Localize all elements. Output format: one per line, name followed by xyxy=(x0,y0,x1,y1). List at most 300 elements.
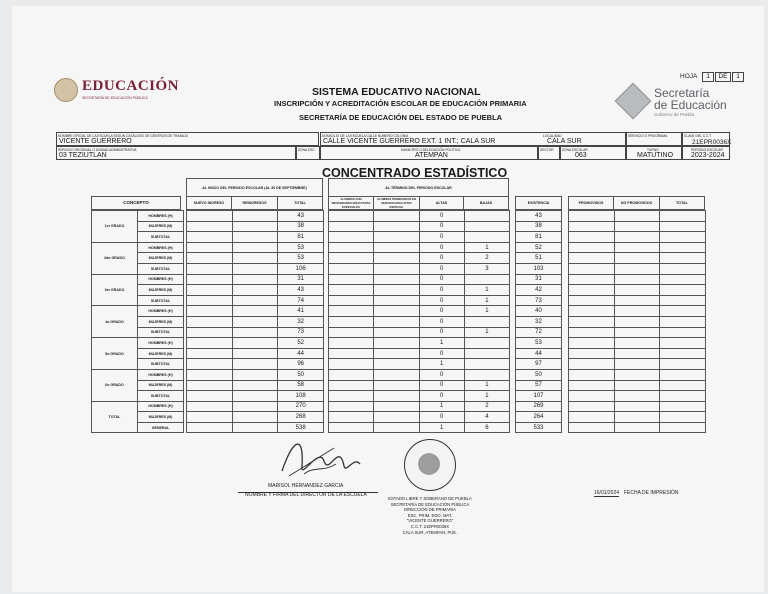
program-label: SERVICIO O PROGRAMA xyxy=(628,134,668,138)
table-row xyxy=(569,211,706,222)
empty-cell xyxy=(329,221,374,232)
header-existencia: EXISTENCIA xyxy=(515,196,562,210)
table-row xyxy=(92,274,184,285)
table-row xyxy=(569,274,706,285)
total-cell: 74 xyxy=(278,295,324,306)
empty-cell xyxy=(232,232,278,243)
bajas-cell xyxy=(464,221,509,232)
empty-cell xyxy=(374,232,419,243)
empty-cell xyxy=(187,422,233,433)
bajas-cell: 2 xyxy=(464,401,509,412)
municipio: ATEMPAN xyxy=(415,152,448,159)
table-row xyxy=(187,401,324,412)
seal-eagle-icon xyxy=(418,453,440,475)
header-promovidos: PROMOVIDOS xyxy=(568,196,614,210)
table-row xyxy=(569,348,706,359)
altas-cell: 0 xyxy=(419,263,464,274)
table-row xyxy=(516,391,562,402)
empty-cell xyxy=(614,295,660,306)
grade-label: 6o GRADO xyxy=(92,369,138,401)
grade-label: 1er GRADO xyxy=(92,211,138,243)
table-row xyxy=(516,412,562,423)
existencia-cell: 57 xyxy=(516,380,562,391)
header-total: TOTAL xyxy=(277,196,323,210)
empty-cell xyxy=(660,221,706,232)
altas-cell: 0 xyxy=(419,232,464,243)
table-row xyxy=(187,348,324,359)
row-label: MUJERES (M) xyxy=(138,316,184,327)
altas-cell: 0 xyxy=(419,380,464,391)
empty-cell xyxy=(232,242,278,253)
table-row xyxy=(569,295,706,306)
table-row xyxy=(569,401,706,412)
empty-cell xyxy=(232,369,278,380)
empty-cell xyxy=(614,211,660,222)
empty-cell xyxy=(374,348,419,359)
empty-cell xyxy=(232,263,278,274)
empty-cell xyxy=(660,338,706,349)
school-address-label: DOMICILIO DE LA ESCUELA CALLE NÚMERO COLONIA xyxy=(322,134,409,138)
sheet-total: 1 xyxy=(732,72,744,82)
table-row xyxy=(92,242,184,253)
table-row xyxy=(569,369,706,380)
empty-cell xyxy=(232,274,278,285)
table-row xyxy=(187,369,324,380)
altas-cell: 0 xyxy=(419,348,464,359)
report-title: CONCENTRADO ESTADÍSTICO xyxy=(322,166,508,180)
table-row xyxy=(329,327,510,338)
row-label: MUJERES (M) xyxy=(138,221,184,232)
empty-cell xyxy=(232,412,278,423)
bajas-cell: 4 xyxy=(464,412,509,423)
empty-cell xyxy=(187,295,233,306)
empty-cell xyxy=(614,369,660,380)
altas-cell: 0 xyxy=(419,253,464,264)
zona-escolar: 063 xyxy=(575,152,587,159)
empty-cell xyxy=(374,338,419,349)
periodo-box xyxy=(682,146,730,160)
stamp-line: "VICENTE GUERRERO" xyxy=(406,518,454,524)
table-row xyxy=(187,391,324,402)
cct-label: CLAVE DEL C.C.T xyxy=(684,134,712,138)
table-row xyxy=(329,316,510,327)
table-row xyxy=(187,211,324,222)
empty-cell xyxy=(329,369,374,380)
empty-cell xyxy=(569,327,615,338)
empty-cell xyxy=(232,348,278,359)
empty-cell xyxy=(187,316,233,327)
empty-cell xyxy=(569,369,615,380)
bajas-cell xyxy=(464,338,509,349)
header-altas: ALTAS xyxy=(419,196,464,210)
cct-box xyxy=(682,132,730,146)
table-row xyxy=(187,327,324,338)
bajas-cell xyxy=(464,274,509,285)
row-label: SUBTOTAL xyxy=(138,232,184,243)
empty-cell xyxy=(232,285,278,296)
empty-cell xyxy=(232,306,278,317)
row-label: SUBTOTAL xyxy=(138,263,184,274)
existencia-cell: 72 xyxy=(516,327,562,338)
empty-cell xyxy=(374,242,419,253)
table-row xyxy=(329,285,510,296)
empty-cell xyxy=(329,253,374,264)
table-row xyxy=(92,338,184,349)
empty-cell xyxy=(187,327,233,338)
existencia-cell: 107 xyxy=(516,391,562,402)
table-row xyxy=(569,242,706,253)
empty-cell xyxy=(569,253,615,264)
official-seal-icon xyxy=(404,439,456,491)
header-alumnos-especial: ALUMNOS PROMOVIDOS EN SERVICIO EDUCATIVO ESPECIAL xyxy=(373,196,420,210)
empty-cell xyxy=(187,401,233,412)
empty-cell xyxy=(614,274,660,285)
empty-cell xyxy=(329,263,374,274)
empty-cell xyxy=(374,369,419,380)
table-row xyxy=(329,253,510,264)
empty-cell xyxy=(614,232,660,243)
empty-cell xyxy=(187,391,233,402)
row-label: SUBTOTAL xyxy=(138,391,184,402)
row-label: HOMBRES (H) xyxy=(138,338,184,349)
existencia-cell: 97 xyxy=(516,359,562,370)
table-row xyxy=(187,338,324,349)
empty-cell xyxy=(374,211,419,222)
empty-cell xyxy=(569,338,615,349)
existencia-cell: 269 xyxy=(516,401,562,412)
school-name-box xyxy=(56,132,319,146)
table-row xyxy=(516,263,562,274)
altas-cell: 0 xyxy=(419,327,464,338)
total-cell: 43 xyxy=(278,211,324,222)
education-logo-subtext: SECRETARÍA DE EDUCACIÓN PÚBLICA xyxy=(82,96,148,100)
bajas-cell: 1 xyxy=(464,391,509,402)
table-row xyxy=(329,369,510,380)
empty-cell xyxy=(614,242,660,253)
empty-cell xyxy=(660,242,706,253)
empty-cell xyxy=(569,263,615,274)
table-row xyxy=(329,263,510,274)
existencia-cell: 44 xyxy=(516,348,562,359)
total-cell: 44 xyxy=(278,348,324,359)
empty-cell xyxy=(614,348,660,359)
stamp-line: ESTADO LIBRE Y SOBERANO DE PUEBLA xyxy=(388,496,472,501)
header-bajas: BAJAS xyxy=(463,196,509,210)
empty-cell xyxy=(569,242,615,253)
bajas-cell xyxy=(464,316,509,327)
empty-cell xyxy=(187,380,233,391)
table-row xyxy=(187,295,324,306)
table-row xyxy=(92,211,184,222)
table-row xyxy=(516,422,562,433)
sheet-number: 1 xyxy=(702,72,714,82)
empty-cell xyxy=(329,242,374,253)
total-cell: 43 xyxy=(278,285,324,296)
empty-cell xyxy=(187,285,233,296)
empty-cell xyxy=(374,306,419,317)
empty-cell xyxy=(329,306,374,317)
zona-box xyxy=(296,146,320,160)
empty-cell xyxy=(187,359,233,370)
empty-cell xyxy=(660,232,706,243)
empty-cell xyxy=(187,221,233,232)
table-row xyxy=(516,359,562,370)
region-box xyxy=(56,146,296,160)
empty-cell xyxy=(374,422,419,433)
existencia-cell: 533 xyxy=(516,422,562,433)
document-title: SISTEMA EDUCATIVO NACIONAL xyxy=(312,86,481,98)
table-row xyxy=(187,380,324,391)
table-row xyxy=(516,285,562,296)
empty-cell xyxy=(569,422,615,433)
empty-cell xyxy=(614,306,660,317)
table-row xyxy=(516,348,562,359)
empty-cell xyxy=(660,359,706,370)
stamp-line: SECRETARÍA DE EDUCACIÓN PÚBLICA xyxy=(390,501,470,507)
stamp-line: C.C.T. 21EPR0036X xyxy=(410,523,450,529)
empty-cell xyxy=(569,380,615,391)
table-existencia xyxy=(515,210,562,433)
table-row xyxy=(569,221,706,232)
empty-cell xyxy=(660,327,706,338)
empty-cell xyxy=(187,242,233,253)
altas-cell: 0 xyxy=(419,285,464,296)
empty-cell xyxy=(232,422,278,433)
empty-cell xyxy=(374,221,419,232)
row-label: GENERAL xyxy=(138,422,184,433)
table-row xyxy=(569,391,706,402)
turno-box xyxy=(626,146,682,160)
table-row xyxy=(329,211,510,222)
altas-cell: 0 xyxy=(419,316,464,327)
table-row xyxy=(329,242,510,253)
table-row xyxy=(187,263,324,274)
periodo-label: PERIODO ESCOLAR xyxy=(691,148,723,152)
table-row xyxy=(187,285,324,296)
empty-cell xyxy=(614,401,660,412)
secretaria-logo-text-3: Gobierno de Puebla xyxy=(654,112,695,117)
bajas-cell: 1 xyxy=(464,380,509,391)
empty-cell xyxy=(569,316,615,327)
header-concepto: CONCEPTO xyxy=(91,196,181,210)
empty-cell xyxy=(329,338,374,349)
empty-cell xyxy=(660,422,706,433)
empty-cell xyxy=(660,412,706,423)
empty-cell xyxy=(660,316,706,327)
empty-cell xyxy=(660,348,706,359)
table-concepto xyxy=(91,210,184,433)
empty-cell xyxy=(660,295,706,306)
empty-cell xyxy=(232,401,278,412)
grade-label: 4o GRADO xyxy=(92,306,138,338)
table-row xyxy=(329,412,510,423)
header-nuevo-ingreso: NUEVO INGRESO xyxy=(186,196,232,210)
total-cell: 73 xyxy=(278,327,324,338)
total-cell: 268 xyxy=(278,412,324,423)
empty-cell xyxy=(374,295,419,306)
total-cell: 58 xyxy=(278,380,324,391)
altas-cell: 0 xyxy=(419,306,464,317)
table-row xyxy=(187,359,324,370)
table-row xyxy=(329,232,510,243)
table-row xyxy=(516,401,562,412)
existencia-cell: 52 xyxy=(516,242,562,253)
table-row xyxy=(329,401,510,412)
empty-cell xyxy=(329,327,374,338)
empty-cell xyxy=(187,274,233,285)
empty-cell xyxy=(329,380,374,391)
table-row xyxy=(187,306,324,317)
grade-label: 5o GRADO xyxy=(92,338,138,370)
table-row xyxy=(329,380,510,391)
table-row xyxy=(569,359,706,370)
existencia-cell: 103 xyxy=(516,263,562,274)
municipio-label: MUNICIPIO O DELEGACIÓN POLÍTICA xyxy=(401,148,461,152)
locality: CALA SUR xyxy=(547,138,582,145)
empty-cell xyxy=(329,285,374,296)
table-row xyxy=(187,221,324,232)
empty-cell xyxy=(232,316,278,327)
total-cell: 32 xyxy=(278,316,324,327)
education-logo-text: EDUCACIÓN xyxy=(82,78,180,94)
table-row xyxy=(569,327,706,338)
empty-cell xyxy=(329,401,374,412)
header-inicio-group: AL INICIO DEL PERIODO ESCOLAR (AL 30 DE SEPTIEMBRE) xyxy=(186,178,323,196)
school-name: VICENTE GUERRERO xyxy=(59,138,132,145)
empty-cell xyxy=(187,338,233,349)
row-label: MUJERES (M) xyxy=(138,285,184,296)
empty-cell xyxy=(614,391,660,402)
table-row xyxy=(92,369,184,380)
total-cell: 50 xyxy=(278,369,324,380)
bajas-cell: 1 xyxy=(464,242,509,253)
total-cell: 52 xyxy=(278,338,324,349)
empty-cell xyxy=(569,306,615,317)
empty-cell xyxy=(232,295,278,306)
existencia-cell: 53 xyxy=(516,338,562,349)
secretaria-logo-text-1: Secretaría xyxy=(654,86,710,100)
empty-cell xyxy=(329,316,374,327)
table-row xyxy=(569,232,706,243)
bajas-cell: 2 xyxy=(464,253,509,264)
empty-cell xyxy=(374,380,419,391)
empty-cell xyxy=(660,211,706,222)
header-termino-group: AL TÉRMINO DEL PERIODO ESCOLAR xyxy=(328,178,509,196)
print-date: 16/01/2024 xyxy=(594,490,620,496)
table-row xyxy=(516,274,562,285)
table-row xyxy=(569,380,706,391)
total-cell: 106 xyxy=(278,263,324,274)
table-row xyxy=(187,274,324,285)
school-address-box xyxy=(320,132,626,146)
total-cell: 53 xyxy=(278,242,324,253)
empty-cell xyxy=(569,391,615,402)
header-reingresos: REINGRESOS xyxy=(231,196,278,210)
total-cell: 108 xyxy=(278,391,324,402)
empty-cell xyxy=(569,348,615,359)
table-row xyxy=(516,380,562,391)
table-row xyxy=(516,242,562,253)
locality-label: LOCALIDAD xyxy=(543,134,562,138)
table-row xyxy=(569,422,706,433)
empty-cell xyxy=(374,412,419,423)
table-row xyxy=(329,391,510,402)
empty-cell xyxy=(569,359,615,370)
bajas-cell xyxy=(464,211,509,222)
existencia-cell: 43 xyxy=(516,211,562,222)
empty-cell xyxy=(569,401,615,412)
existencia-cell: 73 xyxy=(516,295,562,306)
empty-cell xyxy=(187,348,233,359)
document-subtitle-2: SECRETARÍA DE EDUCACIÓN DEL ESTADO DE PUEBLA xyxy=(299,113,503,122)
empty-cell xyxy=(374,401,419,412)
table-row xyxy=(569,338,706,349)
total-cell: 96 xyxy=(278,359,324,370)
turno: MATUTINO xyxy=(637,152,674,159)
altas-cell: 0 xyxy=(419,211,464,222)
table-row xyxy=(516,253,562,264)
empty-cell xyxy=(232,327,278,338)
bajas-cell xyxy=(464,369,509,380)
empty-cell xyxy=(569,274,615,285)
table-row xyxy=(569,306,706,317)
empty-cell xyxy=(614,422,660,433)
altas-cell: 0 xyxy=(419,242,464,253)
table-row xyxy=(329,348,510,359)
empty-cell xyxy=(187,263,233,274)
bajas-cell: 1 xyxy=(464,295,509,306)
table-row xyxy=(516,316,562,327)
empty-cell xyxy=(660,274,706,285)
empty-cell xyxy=(374,316,419,327)
header-total-2: TOTAL xyxy=(659,196,705,210)
table-row xyxy=(187,253,324,264)
row-label: SUBTOTAL xyxy=(138,295,184,306)
empty-cell xyxy=(329,274,374,285)
header-no-promovidos: NO PROMOVIDOS xyxy=(613,196,660,210)
empty-cell xyxy=(232,211,278,222)
empty-cell xyxy=(660,380,706,391)
altas-cell: 0 xyxy=(419,369,464,380)
empty-cell xyxy=(329,211,374,222)
zona-label: ZONA ESC. xyxy=(298,148,316,152)
table-row xyxy=(329,306,510,317)
region: 03 TEZIUTLAN xyxy=(59,152,107,159)
municipio-box xyxy=(320,146,538,160)
empty-cell xyxy=(614,263,660,274)
director-signature xyxy=(274,426,364,486)
empty-cell xyxy=(329,232,374,243)
sector-label: SECTOR xyxy=(540,148,554,152)
document-subtitle: INSCRIPCIÓN Y ACREDITACIÓN ESCOLAR DE EDUCACIÓN PRIMARIA xyxy=(274,99,527,108)
empty-cell xyxy=(614,316,660,327)
table-row xyxy=(329,295,510,306)
stamp-line: CALA SUR, ATEMPAN, PUE. xyxy=(402,529,458,535)
national-seal-icon xyxy=(54,78,78,102)
empty-cell xyxy=(660,263,706,274)
table-inicio xyxy=(186,210,324,433)
cct: 21EPR0036X xyxy=(692,139,732,146)
empty-cell xyxy=(374,263,419,274)
empty-cell xyxy=(187,369,233,380)
existencia-cell: 38 xyxy=(516,221,562,232)
empty-cell xyxy=(660,369,706,380)
altas-cell: 1 xyxy=(419,401,464,412)
total-cell: 41 xyxy=(278,306,324,317)
empty-cell xyxy=(187,232,233,243)
table-row xyxy=(569,285,706,296)
empty-cell xyxy=(232,221,278,232)
